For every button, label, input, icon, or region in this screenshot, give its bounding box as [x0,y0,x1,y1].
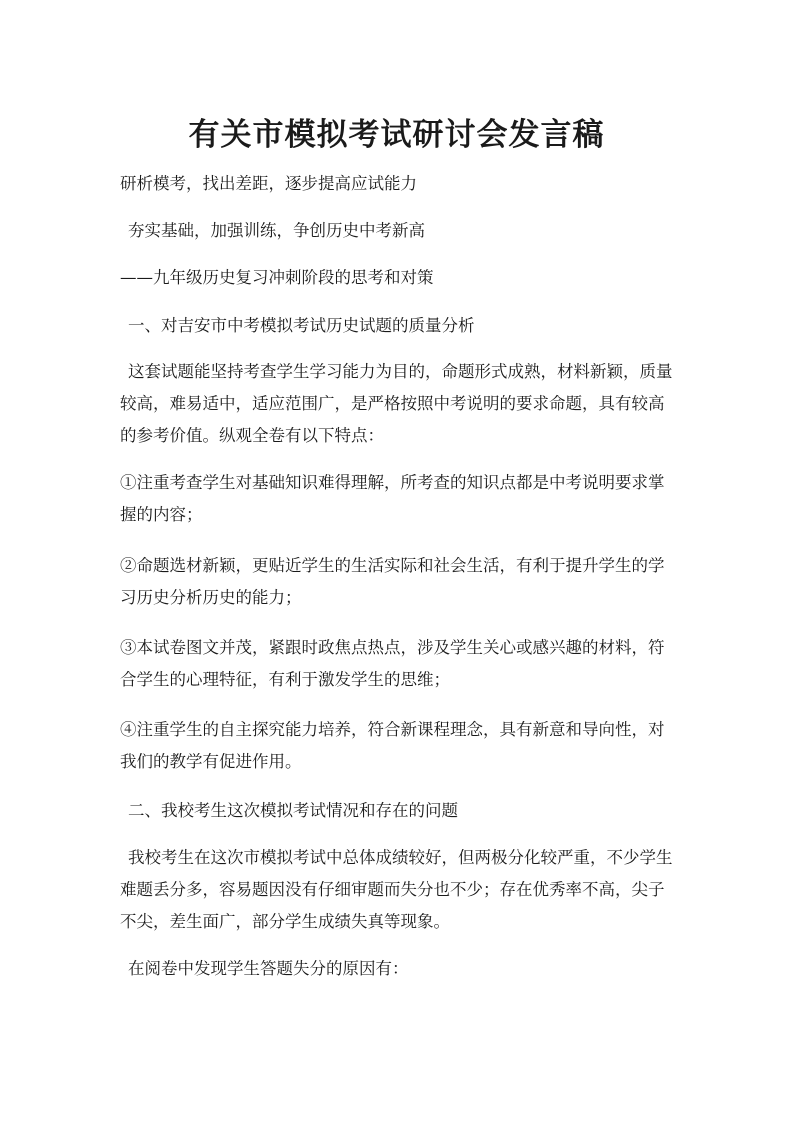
paragraph-quality-analysis: 这套试题能坚持考查学生学习能力为目的，命题形式成熟，材料新颖，质量较高，难易适中，适应范围广，是严格按照中考说明的要求命题，具有较高的参考价值。纵观全卷有以下特点： [120,362,673,445]
section-heading-2: 二、我校考生这次模拟考试情况和存在的问题 [128,801,458,820]
list-item-feature-2: ②命题选材新颖，更贴近学生的生活实际和社会生活，有利于提升学生的学习历史分析历史的能力； [120,556,665,607]
paragraph-error-causes: 在阅卷中发现学生答题失分的原因有： [128,959,409,978]
list-item-feature-1: ①注重考查学生对基础知识难得理解，所考查的知识点都是中考说明要求掌握的内容； [120,473,665,524]
subtitle-line-2: 夯实基础，加强训练，争创历史中考新高 [128,221,425,240]
list-item-feature-4: ④注重学生的自主探究能力培养，符合新课程理念，具有新意和导向性，对我们的教学有促进作用。 [120,720,665,771]
paragraph-school-results: 我校考生在这次市模拟考试中总体成绩较好，但两极分化较严重，不少学生难题丢分多，容易题因没有仔细审题而失分也不少；存在优秀率不高，尖子不尖，差生面广，部分学生成绩失真等现象。 [120,848,673,931]
list-item-feature-3: ③本试卷图文并茂，紧跟时政焦点热点，涉及学生关心或感兴趣的材料，符合学生的心理特征，有利于激发学生的思维； [120,638,665,689]
document-title: 有关市模拟考试研讨会发言稿 [188,116,605,153]
subtitle-line-1: 研析模考，找出差距，逐步提高应试能力 [120,174,417,193]
subtitle-line-3: ——九年级历史复习冲刺阶段的思考和对策 [120,268,434,287]
section-heading-1: 一、对吉安市中考模拟考试历史试题的质量分析 [128,316,475,335]
